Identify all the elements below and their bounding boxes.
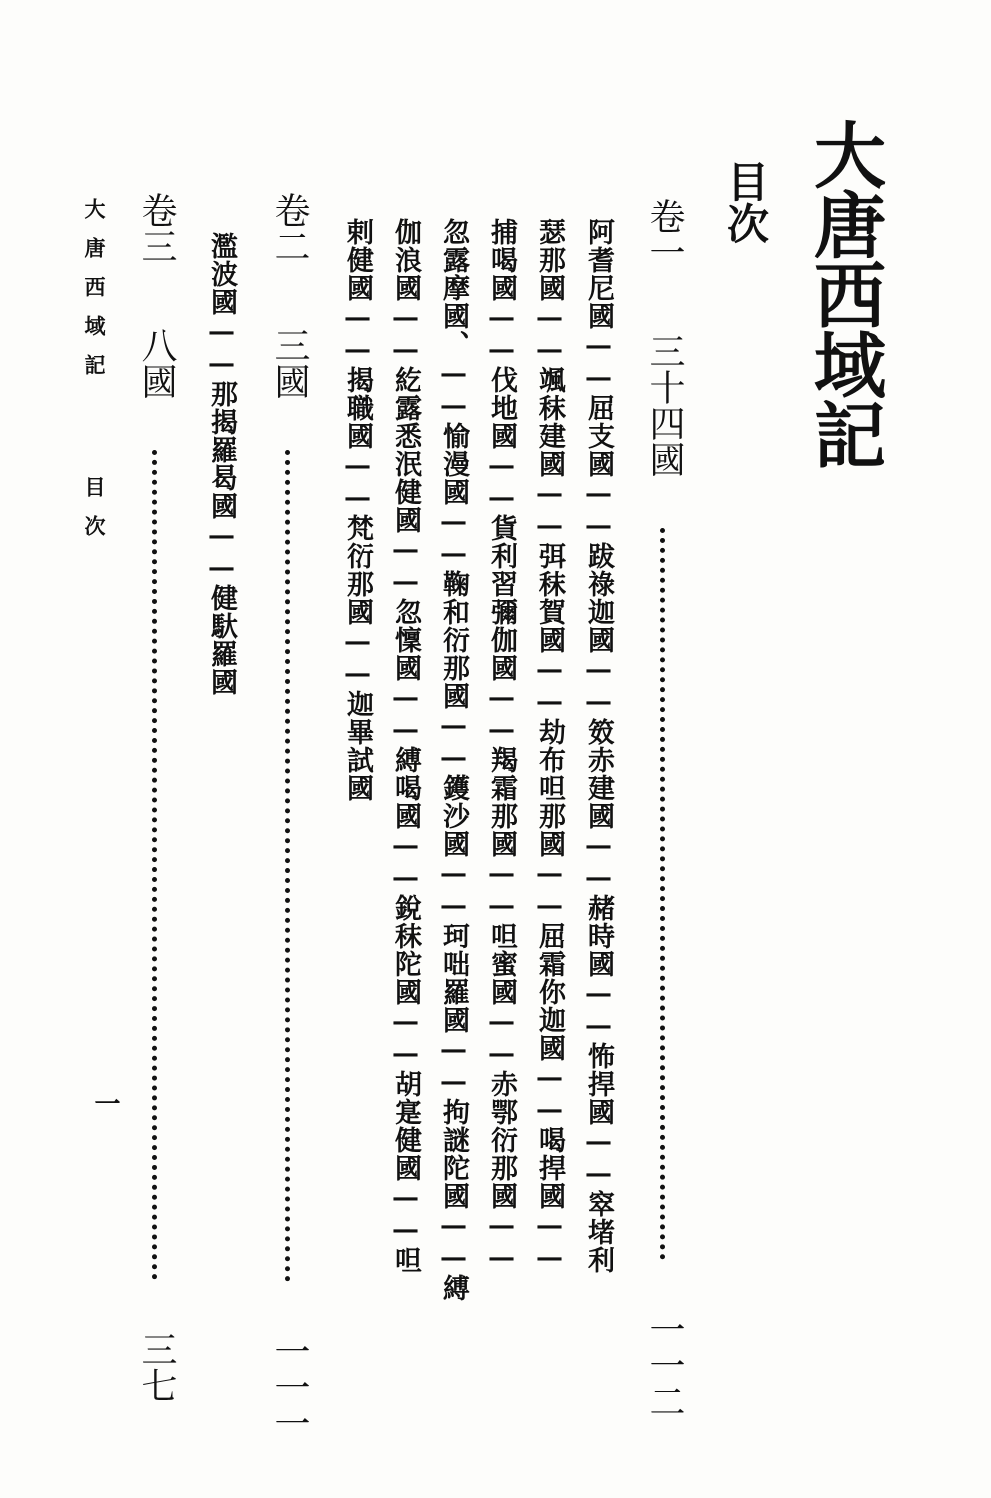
volume-heading (136, 192, 177, 1403)
toc-entry: 伽浪國——紇露悉泯健國——忽懍國——縛喝國——銳秣陀國——胡寔健國——呾 (390, 218, 421, 1274)
book-title: 大唐西域記 (802, 118, 887, 468)
volume-heading (644, 198, 685, 1419)
leader-dots (660, 528, 669, 1260)
volume-label: 卷一 (644, 198, 685, 270)
volume-count: 八國 (136, 327, 177, 399)
page-number: 一 (90, 1090, 120, 1116)
volume-heading (269, 192, 310, 1441)
volume-count: 三十四國 (644, 333, 685, 477)
running-footer (84, 198, 105, 554)
volume-page: 一一二 (644, 1311, 685, 1419)
leader-dots (152, 450, 161, 1280)
volume-count: 三國 (269, 327, 310, 399)
running-title: 大唐西域記 (82, 198, 107, 393)
toc-entry: 忽露摩國、——愉漫國——鞠和衍那國——鑊沙國——珂咄羅國——拘謎陀國——縛 (438, 218, 469, 1302)
toc-entry: 剌健國——揭職國——梵衍那國——迦畢試國 (342, 218, 373, 802)
toc-entry: 捕喝國——伐地國——貨利習彌伽國——羯霜那國——呾蜜國——赤鄂衍那國—— (486, 218, 517, 1274)
toc-entry: 濫波國——那揭羅曷國——健馱羅國 (206, 232, 237, 696)
volume-label: 卷三 (136, 192, 177, 264)
toc-entry: 瑟那國——颯秣建國——弭秣賀國——劫布呾那國——屈霜你迦國——喝捍國—— (534, 218, 565, 1274)
volume-page: 一一一 (269, 1333, 310, 1441)
toc-heading: 目次 (721, 160, 770, 244)
volume-label: 卷二 (269, 192, 310, 264)
running-section: 目次 (82, 476, 107, 554)
volume-page: 三七 (136, 1331, 177, 1403)
leader-dots (285, 450, 294, 1282)
toc-entry: 阿耆尼國——屈支國——跋祿迦國——笯赤建國——赭時國——怖捍國——窣堵利 (583, 218, 614, 1274)
